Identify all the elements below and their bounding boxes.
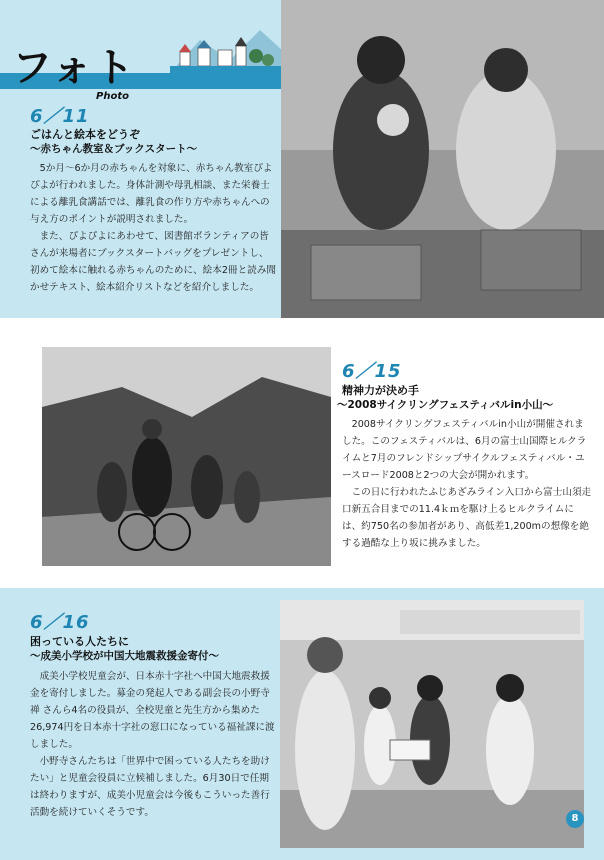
article-paragraph: 成美小学校児童会が、日本赤十字社へ中国大地震救援金を寄付しました。募金の発起人である副会長の小野寺 禅 さんら4名の役員が、全校児童と先生方から集めた26,974円を日本赤十字社の窓口になっている福祉課に渡しました。: [30, 671, 275, 750]
article-body: [30, 668, 278, 821]
article-paragraph: 5か月～6か月の赤ちゃんを対象に、赤ちゃん教室ぴよぴよが行われました。身体計測や母乳相談、また栄養士による離乳食講話では、離乳食の作り方や赤ちゃんへの与え方のポイントが説明されました。: [30, 163, 273, 225]
article-paragraph: 2008サイクリングフェスティバルin小山が開催されました。このフェスティバルは、6月の富士山国際ヒルクライムと7月のフレンドシップサイクルフェスティバル・ユースロード2008と2つの大会が開かれます。: [342, 419, 587, 481]
photo-donation-handover: [280, 600, 584, 848]
article-date: 6／16: [30, 612, 90, 633]
article-headline: 精神力が決め手: [342, 384, 419, 397]
page-title: フォト: [12, 45, 136, 91]
article-paragraph: また、ぴよぴよにあわせて、図書館ボランティアの皆さんが来場者にブックスタートバッグをプレゼントし、初めて絵本に触れる赤ちゃんのために、絵本2冊と読み聞かせテキスト、絵本紹介リストなどを紹介しました。: [30, 231, 276, 293]
photo-cycling-race: [42, 347, 331, 566]
article-body: [342, 416, 592, 552]
photo-mother-and-baby: [281, 0, 604, 318]
article-paragraph: 小野寺さんたちは「世界中で困っている人たちを助けたい」と児童会役員に立候補しました。6月30日で任期は終わりますが、成美小児童会は今後もこういった善行活動を続けていくそうです。: [30, 756, 270, 818]
article-headline: 困っている人たちに: [30, 635, 129, 648]
article-date: 6／11: [30, 106, 90, 127]
page-number: 8: [566, 810, 584, 828]
article-body: [30, 160, 276, 296]
article-headline: ごはんと絵本をどうぞ: [30, 128, 140, 141]
article-date: 6／15: [342, 361, 402, 382]
article-paragraph: この日に行われたふじあざみライン入口から富士山須走口新五合目までの11.4ｋｍを駆け上るヒルクライムには、約750名の参加者があり、高低差1,200mの想像を絶する過酷な上り坂に挑みました。: [342, 487, 592, 549]
town-illustration: [170, 20, 282, 73]
page-subtitle: Photo: [96, 91, 129, 102]
article-subhead: ～2008サイクリングフェスティバルin小山～: [337, 399, 554, 411]
article-subhead: ～成美小学校が中国大地震救援金寄付～: [30, 650, 219, 662]
article-subhead: ～赤ちゃん教室＆ブックスタート～: [30, 143, 198, 155]
page-header: [0, 20, 290, 100]
